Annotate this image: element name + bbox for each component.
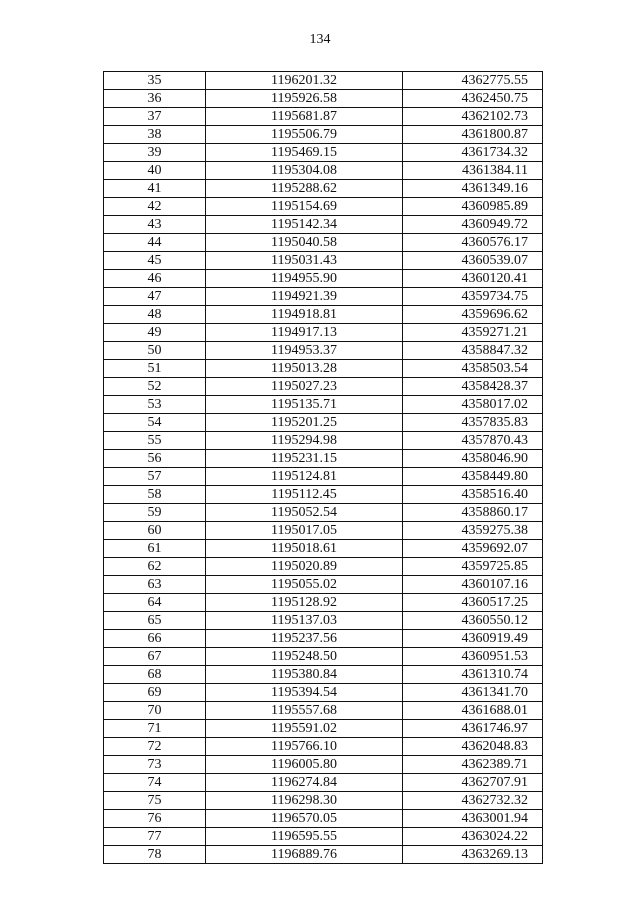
y-coordinate-cell: 4361349.16	[403, 180, 543, 198]
y-coordinate-cell: 4362732.32	[403, 792, 543, 810]
table-row	[104, 558, 543, 576]
table-row	[104, 234, 543, 252]
table-row	[104, 792, 543, 810]
x-coordinate-cell: 1194918.81	[206, 306, 403, 324]
table-row	[104, 648, 543, 666]
x-coordinate-cell: 1196005.80	[206, 756, 403, 774]
x-coordinate-cell: 1196201.32	[206, 72, 403, 90]
table-row	[104, 846, 543, 864]
x-coordinate-cell: 1195766.10	[206, 738, 403, 756]
table-row	[104, 774, 543, 792]
page-number: 134	[309, 32, 331, 47]
table-row	[104, 432, 543, 450]
y-coordinate-cell: 4359692.07	[403, 540, 543, 558]
x-coordinate-cell: 1195231.15	[206, 450, 403, 468]
point-number-cell: 64	[104, 594, 206, 612]
x-coordinate-cell: 1195469.15	[206, 144, 403, 162]
table-row	[104, 378, 543, 396]
y-coordinate-cell: 4361310.74	[403, 666, 543, 684]
point-number-cell: 59	[104, 504, 206, 522]
coordinates-table-body	[104, 72, 543, 864]
table-row	[104, 828, 543, 846]
x-coordinate-cell: 1196570.05	[206, 810, 403, 828]
point-number-cell: 68	[104, 666, 206, 684]
table-row	[104, 252, 543, 270]
point-number-cell: 47	[104, 288, 206, 306]
table-row	[104, 666, 543, 684]
y-coordinate-cell: 4362048.83	[403, 738, 543, 756]
table-row	[104, 216, 543, 234]
y-coordinate-cell: 4359275.38	[403, 522, 543, 540]
y-coordinate-cell: 4358017.02	[403, 396, 543, 414]
x-coordinate-cell: 1196274.84	[206, 774, 403, 792]
y-coordinate-cell: 4361800.87	[403, 126, 543, 144]
point-number-cell: 51	[104, 360, 206, 378]
table-row	[104, 486, 543, 504]
table-row	[104, 288, 543, 306]
y-coordinate-cell: 4357870.43	[403, 432, 543, 450]
y-coordinate-cell: 4362707.91	[403, 774, 543, 792]
table-row	[104, 198, 543, 216]
x-coordinate-cell: 1195052.54	[206, 504, 403, 522]
point-number-cell: 39	[104, 144, 206, 162]
point-number-cell: 58	[104, 486, 206, 504]
table-row	[104, 720, 543, 738]
y-coordinate-cell: 4358449.80	[403, 468, 543, 486]
y-coordinate-cell: 4361746.97	[403, 720, 543, 738]
point-number-cell: 57	[104, 468, 206, 486]
y-coordinate-cell: 4362389.71	[403, 756, 543, 774]
y-coordinate-cell: 4362102.73	[403, 108, 543, 126]
point-number-cell: 71	[104, 720, 206, 738]
point-number-cell: 74	[104, 774, 206, 792]
point-number-cell: 50	[104, 342, 206, 360]
x-coordinate-cell: 1195040.58	[206, 234, 403, 252]
x-coordinate-cell: 1195201.25	[206, 414, 403, 432]
table-row	[104, 684, 543, 702]
point-number-cell: 66	[104, 630, 206, 648]
point-number-cell: 40	[104, 162, 206, 180]
table-row	[104, 72, 543, 90]
x-coordinate-cell: 1195031.43	[206, 252, 403, 270]
point-number-cell: 49	[104, 324, 206, 342]
table-row	[104, 144, 543, 162]
y-coordinate-cell: 4361734.32	[403, 144, 543, 162]
point-number-cell: 70	[104, 702, 206, 720]
x-coordinate-cell: 1195142.34	[206, 216, 403, 234]
y-coordinate-cell: 4360539.07	[403, 252, 543, 270]
point-number-cell: 43	[104, 216, 206, 234]
coordinates-table	[103, 71, 543, 864]
x-coordinate-cell: 1195294.98	[206, 432, 403, 450]
x-coordinate-cell: 1195128.92	[206, 594, 403, 612]
x-coordinate-cell: 1195506.79	[206, 126, 403, 144]
table-row	[104, 324, 543, 342]
table-row	[104, 522, 543, 540]
table-row	[104, 306, 543, 324]
point-number-cell: 46	[104, 270, 206, 288]
x-coordinate-cell: 1195154.69	[206, 198, 403, 216]
x-coordinate-cell: 1195135.71	[206, 396, 403, 414]
x-coordinate-cell: 1195017.05	[206, 522, 403, 540]
point-number-cell: 67	[104, 648, 206, 666]
y-coordinate-cell: 4358516.40	[403, 486, 543, 504]
point-number-cell: 56	[104, 450, 206, 468]
y-coordinate-cell: 4358503.54	[403, 360, 543, 378]
x-coordinate-cell: 1195112.45	[206, 486, 403, 504]
point-number-cell: 72	[104, 738, 206, 756]
point-number-cell: 65	[104, 612, 206, 630]
point-number-cell: 60	[104, 522, 206, 540]
point-number-cell: 77	[104, 828, 206, 846]
x-coordinate-cell: 1195288.62	[206, 180, 403, 198]
x-coordinate-cell: 1195013.28	[206, 360, 403, 378]
point-number-cell: 53	[104, 396, 206, 414]
point-number-cell: 42	[104, 198, 206, 216]
y-coordinate-cell: 4358046.90	[403, 450, 543, 468]
table-row	[104, 630, 543, 648]
x-coordinate-cell: 1196595.55	[206, 828, 403, 846]
table-row	[104, 396, 543, 414]
x-coordinate-cell: 1195137.03	[206, 612, 403, 630]
y-coordinate-cell: 4361341.70	[403, 684, 543, 702]
table-row	[104, 738, 543, 756]
y-coordinate-cell: 4359725.85	[403, 558, 543, 576]
point-number-cell: 35	[104, 72, 206, 90]
table-row	[104, 810, 543, 828]
table-row	[104, 756, 543, 774]
point-number-cell: 78	[104, 846, 206, 864]
point-number-cell: 62	[104, 558, 206, 576]
x-coordinate-cell: 1195681.87	[206, 108, 403, 126]
point-number-cell: 75	[104, 792, 206, 810]
y-coordinate-cell: 4363269.13	[403, 846, 543, 864]
y-coordinate-cell: 4363024.22	[403, 828, 543, 846]
table-row	[104, 180, 543, 198]
x-coordinate-cell: 1195124.81	[206, 468, 403, 486]
x-coordinate-cell: 1195304.08	[206, 162, 403, 180]
table-row	[104, 450, 543, 468]
table-row	[104, 468, 543, 486]
table-row	[104, 270, 543, 288]
table-row	[104, 540, 543, 558]
table-row	[104, 702, 543, 720]
point-number-cell: 61	[104, 540, 206, 558]
coordinates-table-container	[103, 71, 542, 864]
y-coordinate-cell: 4360107.16	[403, 576, 543, 594]
x-coordinate-cell: 1194921.39	[206, 288, 403, 306]
x-coordinate-cell: 1195380.84	[206, 666, 403, 684]
y-coordinate-cell: 4359271.21	[403, 324, 543, 342]
point-number-cell: 63	[104, 576, 206, 594]
y-coordinate-cell: 4360517.25	[403, 594, 543, 612]
x-coordinate-cell: 1194917.13	[206, 324, 403, 342]
x-coordinate-cell: 1195020.89	[206, 558, 403, 576]
y-coordinate-cell: 4358847.32	[403, 342, 543, 360]
x-coordinate-cell: 1195237.56	[206, 630, 403, 648]
point-number-cell: 55	[104, 432, 206, 450]
y-coordinate-cell: 4361384.11	[403, 162, 543, 180]
y-coordinate-cell: 4360550.12	[403, 612, 543, 630]
x-coordinate-cell: 1195557.68	[206, 702, 403, 720]
point-number-cell: 48	[104, 306, 206, 324]
y-coordinate-cell: 4357835.83	[403, 414, 543, 432]
point-number-cell: 76	[104, 810, 206, 828]
point-number-cell: 52	[104, 378, 206, 396]
point-number-cell: 37	[104, 108, 206, 126]
x-coordinate-cell: 1194953.37	[206, 342, 403, 360]
y-coordinate-cell: 4360919.49	[403, 630, 543, 648]
table-row	[104, 576, 543, 594]
table-row	[104, 342, 543, 360]
table-row	[104, 162, 543, 180]
y-coordinate-cell: 4360120.41	[403, 270, 543, 288]
table-row	[104, 90, 543, 108]
point-number-cell: 73	[104, 756, 206, 774]
point-number-cell: 45	[104, 252, 206, 270]
y-coordinate-cell: 4363001.94	[403, 810, 543, 828]
table-row	[104, 360, 543, 378]
point-number-cell: 44	[104, 234, 206, 252]
y-coordinate-cell: 4360951.53	[403, 648, 543, 666]
point-number-cell: 69	[104, 684, 206, 702]
x-coordinate-cell: 1195018.61	[206, 540, 403, 558]
table-row	[104, 108, 543, 126]
y-coordinate-cell: 4360576.17	[403, 234, 543, 252]
point-number-cell: 54	[104, 414, 206, 432]
x-coordinate-cell: 1195027.23	[206, 378, 403, 396]
table-row	[104, 504, 543, 522]
x-coordinate-cell: 1195394.54	[206, 684, 403, 702]
x-coordinate-cell: 1196298.30	[206, 792, 403, 810]
y-coordinate-cell: 4362775.55	[403, 72, 543, 90]
y-coordinate-cell: 4361688.01	[403, 702, 543, 720]
x-coordinate-cell: 1195926.58	[206, 90, 403, 108]
y-coordinate-cell: 4359696.62	[403, 306, 543, 324]
table-row	[104, 594, 543, 612]
table-row	[104, 126, 543, 144]
y-coordinate-cell: 4360949.72	[403, 216, 543, 234]
x-coordinate-cell: 1195055.02	[206, 576, 403, 594]
x-coordinate-cell: 1194955.90	[206, 270, 403, 288]
table-row	[104, 414, 543, 432]
point-number-cell: 38	[104, 126, 206, 144]
y-coordinate-cell: 4358860.17	[403, 504, 543, 522]
x-coordinate-cell: 1196889.76	[206, 846, 403, 864]
x-coordinate-cell: 1195591.02	[206, 720, 403, 738]
point-number-cell: 36	[104, 90, 206, 108]
y-coordinate-cell: 4360985.89	[403, 198, 543, 216]
point-number-cell: 41	[104, 180, 206, 198]
table-row	[104, 612, 543, 630]
y-coordinate-cell: 4362450.75	[403, 90, 543, 108]
x-coordinate-cell: 1195248.50	[206, 648, 403, 666]
y-coordinate-cell: 4358428.37	[403, 378, 543, 396]
y-coordinate-cell: 4359734.75	[403, 288, 543, 306]
